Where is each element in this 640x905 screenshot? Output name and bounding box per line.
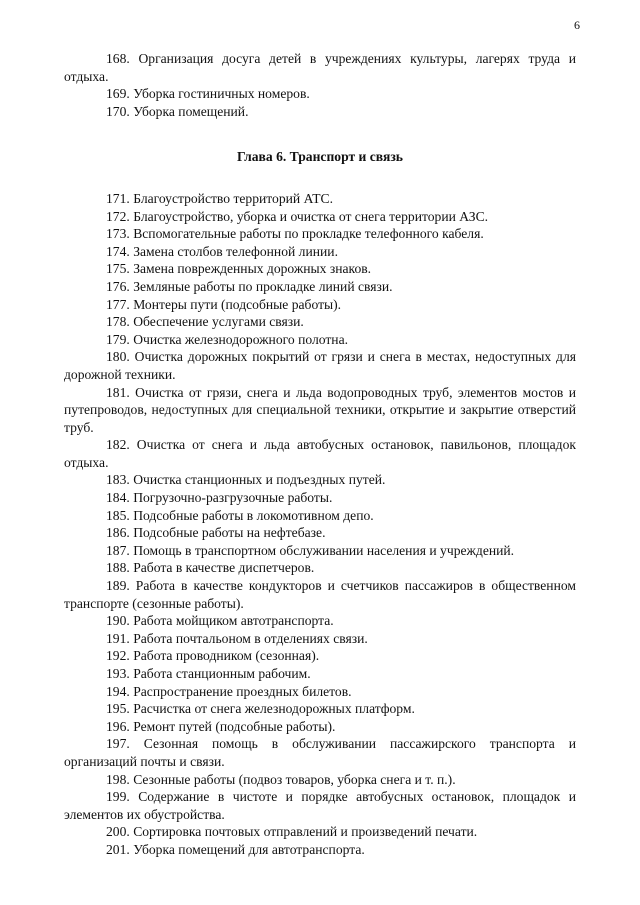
list-item: 197. Сезонная помощь в обслуживании пассажирского транспорта и организаций почты и связи. <box>64 736 576 769</box>
list-item: 196. Ремонт путей (подсобные работы). <box>106 718 336 734</box>
list-item: 182. Очистка от снега и льда автобусных остановок, павильонов, площадок отдыха. <box>64 437 576 470</box>
list-item: 180. Очистка дорожных покрытий от грязи и снега в местах, недоступных для дорожной техники. <box>64 349 576 382</box>
list-item: 176. Земляные работы по прокладке линий связи. <box>106 278 393 294</box>
document-body <box>64 50 576 859</box>
list-item: 168. Организация досуга детей в учреждениях культуры, лагерях труда и отдыха. <box>64 51 576 84</box>
list-item: 190. Работа мойщиком автотранспорта. <box>106 613 334 629</box>
list-item: 199. Содержание в чистоте и порядке автобусных остановок, площадок и элементов их обустройства. <box>64 789 576 822</box>
list-item: 184. Погрузочно-разгрузочные работы. <box>106 490 333 506</box>
chapter-title: Глава 6. Транспорт и связь <box>237 149 403 165</box>
list-item: 193. Работа станционным рабочим. <box>106 666 311 681</box>
list-item: 181. Очистка от грязи, снега и льда водопроводных труб, элементов мостов и путепроводов, недоступных для специальной техники, открытие и закрытие отверстий труб. <box>64 384 576 435</box>
page-number: 6 <box>574 18 580 32</box>
list-item: 188. Работа в качестве диспетчеров. <box>106 560 315 576</box>
list-item: 175. Замена поврежденных дорожных знаков. <box>106 261 372 277</box>
list-item: 201. Уборка помещений для автотранспорта. <box>106 841 365 857</box>
list-item: 187. Помощь в транспортном обслуживании населения и учреждений. <box>106 542 515 558</box>
list-item: 183. Очистка станционных и подъездных путей. <box>106 472 386 488</box>
list-item: 171. Благоустройство территорий АТС. <box>106 190 333 206</box>
list-item: 179. Очистка железнодорожного полотна. <box>106 331 349 347</box>
chapter-items-list <box>64 190 576 859</box>
list-item: 173. Вспомогательные работы по прокладке телефонного кабеля. <box>106 226 484 242</box>
list-item: 192. Работа проводником (сезонная). <box>106 648 320 664</box>
list-item: 177. Монтеры пути (подсобные работы). <box>106 296 342 312</box>
list-item: 194. Распространение проездных билетов. <box>106 683 352 699</box>
list-item: 174. Замена столбов телефонной линии. <box>106 243 338 259</box>
list-item: 170. Уборка помещений. <box>106 103 249 119</box>
list-item: 189. Работа в качестве кондукторов и счетчиков пассажиров в общественном транспорте (сезонные работы). <box>64 578 576 611</box>
list-item: 169. Уборка гостиничных номеров. <box>106 86 310 102</box>
list-item: 178. Обеспечение услугами связи. <box>106 314 304 330</box>
list-item: 191. Работа почтальоном в отделениях связи. <box>106 630 368 646</box>
items-before-list <box>64 50 576 120</box>
list-item: 186. Подсобные работы на нефтебазе. <box>106 525 326 541</box>
list-item: 195. Расчистка от снега железнодорожных платформ. <box>106 701 415 717</box>
list-item: 200. Сортировка почтовых отправлений и произведений печати. <box>106 824 478 840</box>
list-item: 172. Благоустройство, уборка и очистка от снега территории АЗС. <box>106 208 489 224</box>
list-item: 185. Подсобные работы в локомотивном депо. <box>106 507 374 523</box>
list-item: 198. Сезонные работы (подвоз товаров, уборка снега и т. п.). <box>106 771 456 787</box>
